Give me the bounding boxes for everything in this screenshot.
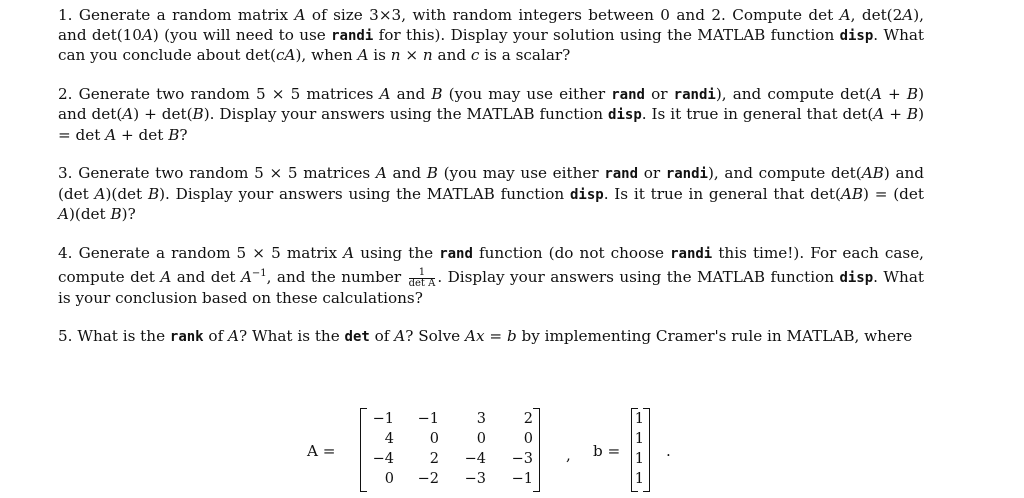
code-det: det: [344, 329, 370, 346]
matrix-cell: −3: [511, 451, 533, 467]
code-disp: disp: [839, 270, 874, 287]
matrix-cell: 2: [429, 451, 439, 467]
matrix-cell: −2: [417, 471, 439, 487]
matrix-cell: 0: [523, 431, 533, 447]
problem-sheet: [58, 6, 925, 487]
fraction-one-over-det: $\frac{1}{\text{det A}}$: [408, 266, 436, 289]
vector-b-right-bracket: [643, 408, 650, 492]
comma: ,: [566, 446, 571, 464]
matrix-cell: −4: [464, 451, 486, 467]
vector-cell: 1: [634, 471, 644, 487]
code-rand: rand: [604, 166, 639, 182]
matrix-cell: −1: [511, 471, 533, 487]
matrix-cell: 0: [384, 471, 394, 487]
code-randi: randi: [673, 86, 716, 103]
matrix-a-right-bracket: [533, 408, 540, 492]
matrix-cell: −4: [372, 451, 394, 467]
code-randi: randi: [331, 27, 374, 44]
code-rand: rand: [439, 245, 473, 262]
problem-5: 5. What is the rank of A? What is the det of A? Solve Ax = b by implementing Cramer's rule in MATLAB, where: [58, 327, 913, 346]
code-disp: disp: [608, 107, 642, 123]
matrix-cell: 2: [523, 411, 533, 427]
vector-cell: 1: [634, 411, 644, 427]
code-rank: rank: [169, 329, 204, 346]
matrix-cell: 4: [384, 431, 394, 447]
problem-1: 1. Generate a random matrix A of size 3×3, with random integers between 0 and 2. Compute det A, det(2A), and det(10A) (you will need to use randi for this). Display your solution using the MATLAB function disp. What can you conclude about det(cA), when A is n × n and c is a scalar?: [58, 6, 925, 64]
code-randi: randi: [670, 245, 713, 262]
matrix-cell: −1: [417, 411, 439, 427]
code-disp: disp: [839, 27, 874, 44]
problem-2: 2. Generate two random 5 × 5 matrices A and B (you may use either rand or randi), and compute det(A + B) and det(A) + det(B). Display your answers using the MATLAB function disp. Is it true in general that det(A + B) = det A + det B?: [58, 84, 925, 144]
vector-cell: 1: [634, 431, 644, 447]
code-disp: disp: [569, 186, 604, 203]
problem-3: 3. Generate two random 5 × 5 matrices A and B (you may use either rand or randi), and compute det(AB) and (det A)(det B). Display your answers using the MATLAB function disp. Is it true in general that det(AB) = (det A)(det B)?: [58, 164, 925, 223]
matrix-cell: 0: [429, 431, 439, 447]
problem-4: 4. Generate a random 5 × 5 matrix A using the rand function (do not choose randi this time!). For each case, compute det A and $\det A^{-1}$, and the number $\frac{1}{\text{det A}}$ . Display your answers using the MATLAB function disp. What is your conclusion based on these calculations?: [58, 243, 925, 307]
vector-cell: 1: [634, 451, 644, 467]
matrix-a-label: A =: [307, 442, 336, 460]
matrix-cell: 0: [476, 431, 486, 447]
matrix-cell: −1: [372, 411, 394, 427]
code-rand: rand: [611, 86, 645, 103]
vector-b-label: b =: [593, 442, 621, 460]
matrix-cell: −3: [464, 471, 486, 487]
matrix-cell: 3: [476, 411, 486, 427]
code-randi: randi: [665, 166, 708, 182]
period: .: [666, 442, 671, 460]
matrix-equation: [58, 406, 924, 498]
